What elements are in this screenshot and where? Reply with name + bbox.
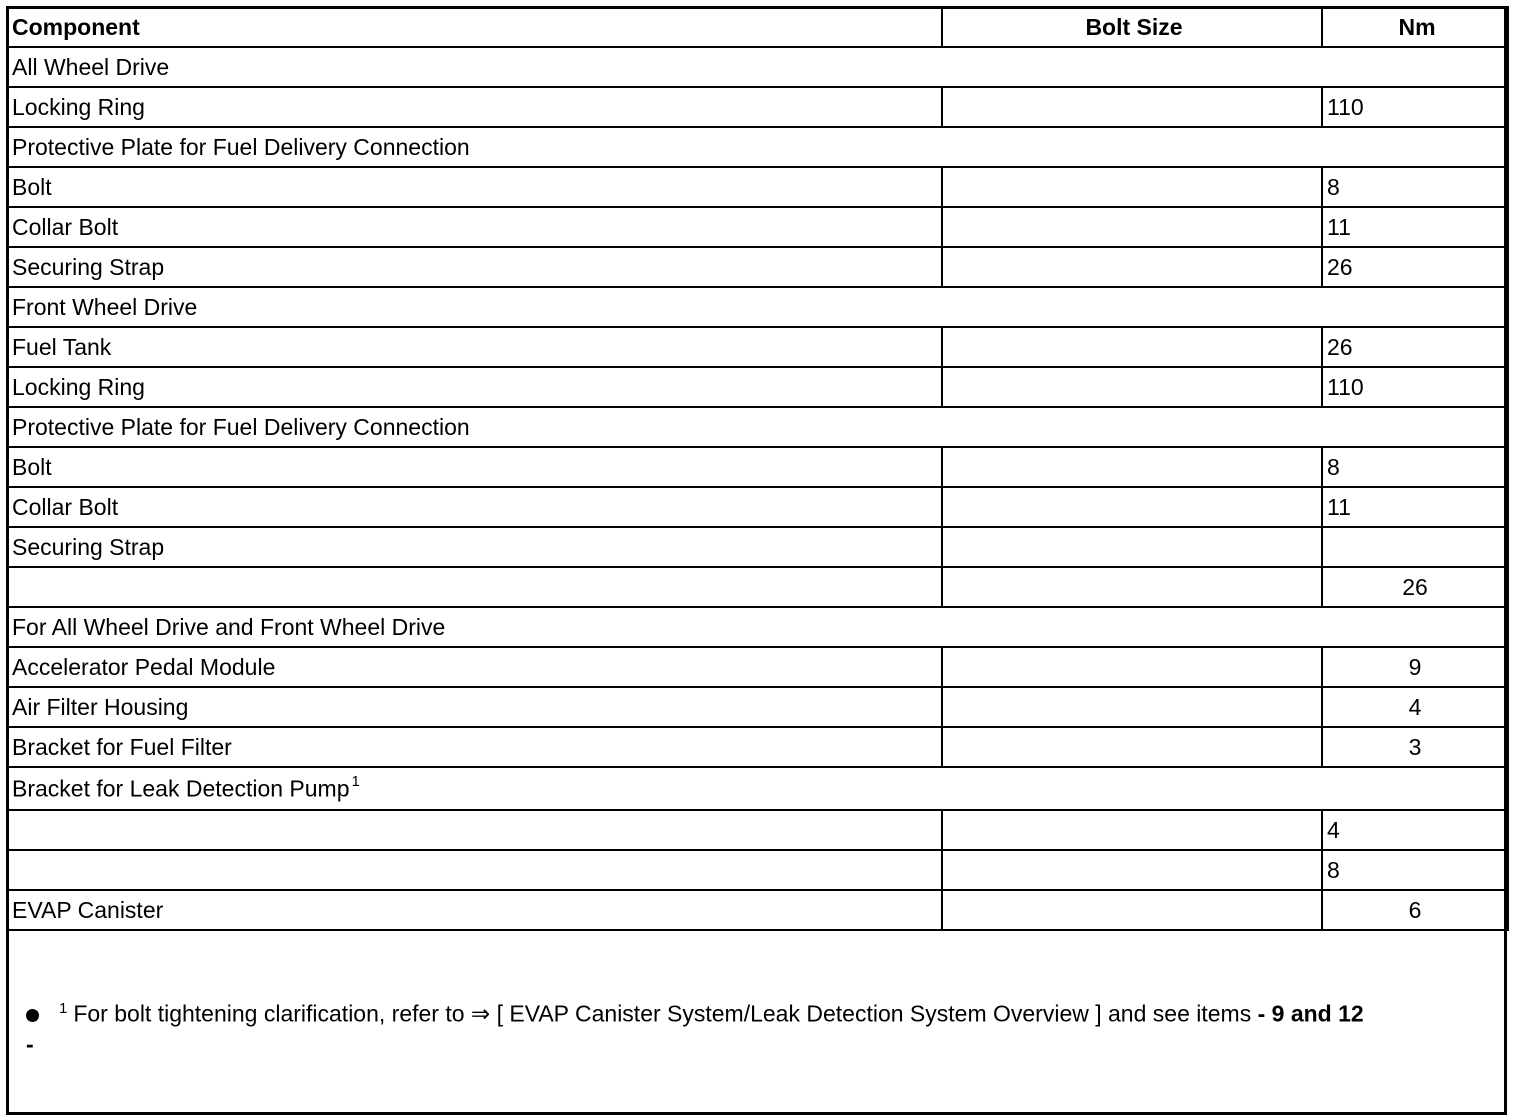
section-label-text: Protective Plate for Fuel Delivery Connection: [12, 413, 470, 440]
cell-bolt-size: [942, 327, 1322, 367]
cell-bolt-size: [942, 167, 1322, 207]
footnote: [26, 994, 1496, 1059]
cell-bolt-size: [942, 727, 1322, 767]
table-row: [7, 327, 1508, 367]
cell-bolt-size: [942, 247, 1322, 287]
section-label-text: For All Wheel Drive and Front Wheel Drive: [12, 613, 446, 640]
cell-nm: 9: [1322, 647, 1508, 687]
table-body: [7, 47, 1508, 930]
cell-component: Collar Bolt: [7, 487, 942, 527]
section-label: [7, 767, 1508, 810]
cell-component: Securing Strap: [7, 527, 942, 567]
table-row: [7, 87, 1508, 127]
table-row: [7, 527, 1508, 567]
header-bolt-size: Bolt Size: [942, 7, 1322, 47]
footnote-ref: 1: [351, 772, 360, 790]
cell-bolt-size: [942, 567, 1322, 607]
cell-nm: 26: [1322, 247, 1508, 287]
cell-bolt-size: [942, 87, 1322, 127]
cell-nm: 4: [1322, 810, 1508, 850]
cell-component: Locking Ring: [7, 87, 942, 127]
cell-bolt-size: [942, 890, 1322, 930]
footnote-items: - 9 and 12: [1257, 1000, 1364, 1027]
cell-nm: 26: [1322, 327, 1508, 367]
table-row: [7, 727, 1508, 767]
table-row: [7, 567, 1508, 607]
cell-component: Air Filter Housing: [7, 687, 942, 727]
footnote-text: For bolt tightening clarification, refer to ⇒ [ EVAP Canister System/Leak Detection System Overview ] and see items: [73, 1000, 1258, 1027]
cell-bolt-size: [942, 207, 1322, 247]
table-row: [7, 167, 1508, 207]
section-label: [7, 607, 1508, 647]
section-row: [7, 287, 1508, 327]
cell-nm: 4: [1322, 687, 1508, 727]
cell-nm: 8: [1322, 850, 1508, 890]
cell-nm: [1322, 527, 1508, 567]
cell-component: Bracket for Fuel Filter: [7, 727, 942, 767]
header-component: Component: [7, 7, 942, 47]
cell-bolt-size: [942, 447, 1322, 487]
table-row: [7, 647, 1508, 687]
section-row: [7, 127, 1508, 167]
cell-bolt-size: [942, 810, 1322, 850]
table-row: [7, 207, 1508, 247]
section-row: [7, 767, 1508, 810]
cell-component: Bolt: [7, 167, 942, 207]
table-row: [7, 687, 1508, 727]
footnote-trailing: -: [26, 1030, 34, 1057]
cell-component: Bolt: [7, 447, 942, 487]
section-label: [7, 47, 1508, 87]
cell-nm: 26: [1322, 567, 1508, 607]
cell-nm: 8: [1322, 167, 1508, 207]
cell-component: [7, 810, 942, 850]
section-label-text: All Wheel Drive: [12, 53, 170, 80]
section-label-text: Protective Plate for Fuel Delivery Connection: [12, 133, 470, 160]
cell-bolt-size: [942, 527, 1322, 567]
cell-bolt-size: [942, 687, 1322, 727]
cell-component: Collar Bolt: [7, 207, 942, 247]
table-row: [7, 487, 1508, 527]
cell-bolt-size: [942, 367, 1322, 407]
section-label-text: Front Wheel Drive: [12, 293, 198, 320]
table-row: [7, 447, 1508, 487]
table-row: [7, 890, 1508, 930]
table-row: [7, 247, 1508, 287]
cell-bolt-size: [942, 647, 1322, 687]
section-row: [7, 407, 1508, 447]
cell-bolt-size: [942, 850, 1322, 890]
section-row: [7, 607, 1508, 647]
cell-nm: 110: [1322, 87, 1508, 127]
cell-component: EVAP Canister: [7, 890, 942, 930]
cell-nm: 3: [1322, 727, 1508, 767]
cell-nm: 6: [1322, 890, 1508, 930]
table-row: [7, 367, 1508, 407]
table-header-row: [7, 7, 1508, 47]
cell-nm: 11: [1322, 207, 1508, 247]
cell-nm: 110: [1322, 367, 1508, 407]
cell-component: Fuel Tank: [7, 327, 942, 367]
cell-component: [7, 567, 942, 607]
bullet-icon: [26, 1009, 39, 1022]
cell-component: [7, 850, 942, 890]
torque-spec-table: [6, 6, 1509, 931]
section-label-text: Bracket for Leak Detection Pump: [12, 775, 350, 802]
section-label: [7, 407, 1508, 447]
cell-component: Accelerator Pedal Module: [7, 647, 942, 687]
cell-nm: 11: [1322, 487, 1508, 527]
table-row: [7, 810, 1508, 850]
table-row: [7, 850, 1508, 890]
cell-nm: 8: [1322, 447, 1508, 487]
header-nm: Nm: [1322, 7, 1508, 47]
cell-bolt-size: [942, 487, 1322, 527]
footnote-marker: 1: [59, 1000, 68, 1017]
cell-component: Locking Ring: [7, 367, 942, 407]
section-label: [7, 127, 1508, 167]
section-row: [7, 47, 1508, 87]
section-label: [7, 287, 1508, 327]
cell-component: Securing Strap: [7, 247, 942, 287]
